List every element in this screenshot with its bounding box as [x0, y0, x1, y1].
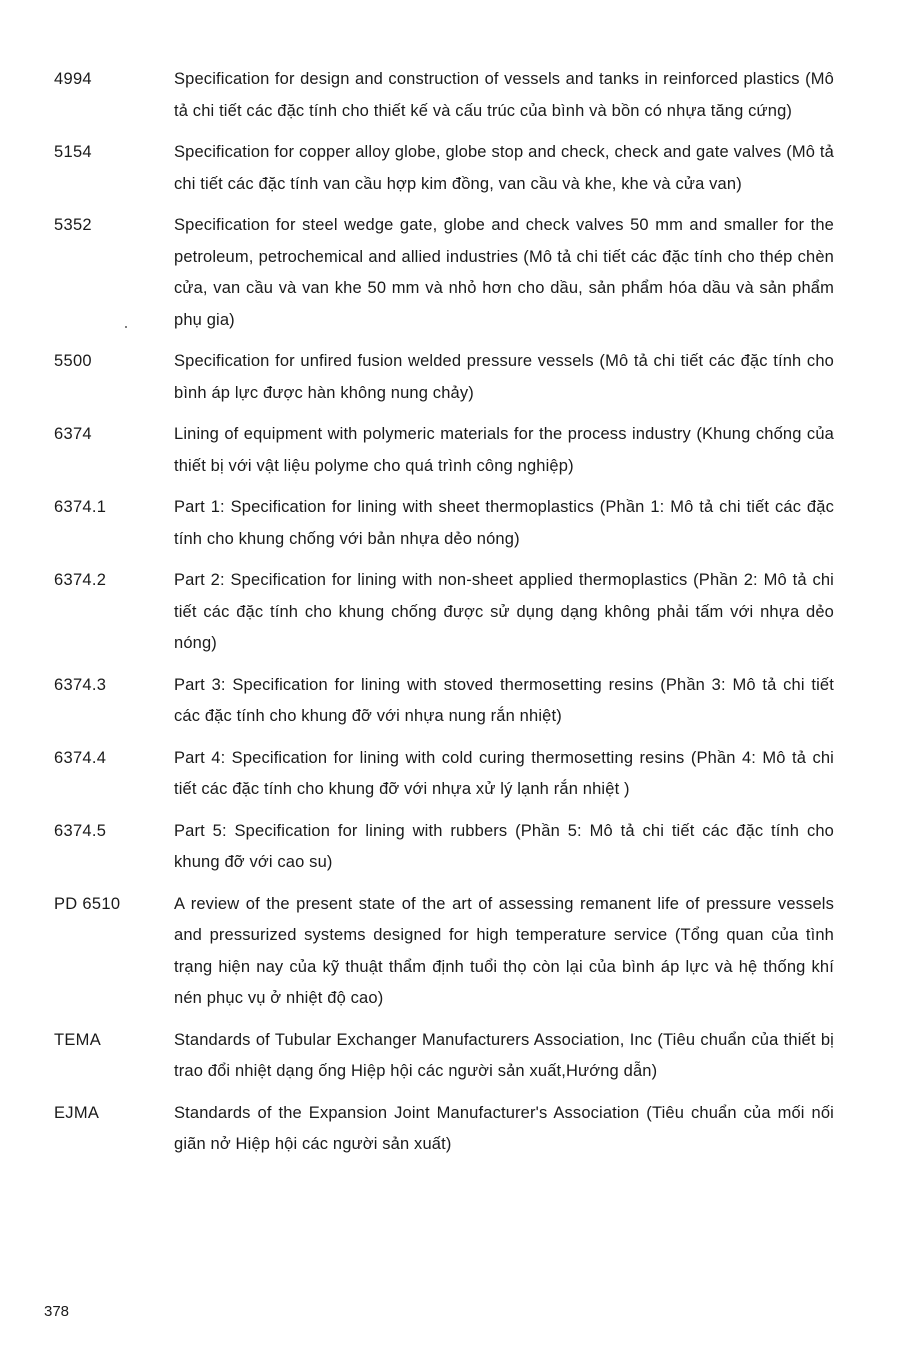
standard-code: 5500: [54, 352, 92, 370]
list-item: [54, 743, 834, 806]
standard-code: TEMA: [54, 1030, 102, 1049]
list-item: [54, 1025, 834, 1088]
list-item: [54, 816, 834, 879]
list-item: [54, 419, 834, 482]
standard-code: 6374.5: [54, 821, 107, 840]
standard-description: Part 3: Specification for lining with stoved thermosetting resins (Phần 3: Mô tả chi tiết các đặc tính cho khung đỡ với nhựa nung rắn nhiệt): [174, 675, 834, 725]
standard-description: Part 4: Specification for lining with cold curing thermosetting resins (Phần 4: Mô tả chi tiết các đặc tính cho khung đỡ với nhựa xử lý lạnh rắn nhiệt ): [174, 748, 834, 798]
list-item: [54, 889, 834, 1015]
standard-code: 6374: [54, 425, 92, 443]
standard-description: A review of the present state of the art of assessing remanent life of pressure vessels and pressurized systems designed for high temperature service (Tổng quan của tình trạng hiện nay của kỹ thuật thẩm định tuổi thọ còn lại của bình áp lực và hệ thống khí nén phục vụ ở nhiệt độ cao): [174, 894, 834, 1007]
standard-description: Specification for unfired fusion welded pressure vessels (Mô tả chi tiết các đặc tính cho bình áp lực được hàn không nung chảy): [174, 352, 834, 402]
standard-description: Part 1: Specification for lining with sheet thermoplastics (Phần 1: Mô tả chi tiết các đặc tính cho khung chống với bản nhựa dẻo nóng): [174, 498, 834, 548]
list-item: [54, 137, 834, 200]
list-item: [54, 565, 834, 660]
page-number: 378: [44, 1303, 70, 1320]
standard-code: 6374.3: [54, 675, 107, 694]
list-item: [54, 64, 834, 127]
list-item: [54, 492, 834, 555]
list-item: [54, 1098, 834, 1161]
standard-code: 5352: [54, 216, 92, 234]
list-item: [54, 346, 834, 409]
standard-code: PD 6510: [54, 894, 121, 913]
standard-description: Part 2: Specification for lining with non-sheet applied thermoplastics (Phần 2: Mô tả chi tiết các đặc tính cho khung chống được sử dụng dạng không phải tấm với nhựa dẻo nóng): [174, 571, 834, 652]
standard-description: Specification for steel wedge gate, globe and check valves 50 mm and smaller for the petroleum, petrochemical and allied industries (Mô tả chi tiết các đặc tính cho thép chèn cửa, van cầu và van khe 50 mm và nhỏ hơn cho dầu, sản phẩm hóa dầu và sản phẩm phụ gia): [174, 216, 834, 329]
list-item: [54, 670, 834, 733]
scan-speck: [125, 326, 127, 328]
list-item: [54, 210, 834, 336]
standard-code: 4994: [54, 70, 92, 88]
standard-description: Part 5: Specification for lining with rubbers (Phần 5: Mô tả chi tiết các đặc tính cho khung đỡ với cao su): [174, 821, 834, 871]
standard-description: Standards of Tubular Exchanger Manufacturers Association, Inc (Tiêu chuẩn của thiết bị trao đổi nhiệt dạng ống Hiệp hội các người sản xuất,Hướng dẫn): [174, 1030, 834, 1080]
standard-code: 6374.2: [54, 571, 107, 589]
standard-code: 5154: [54, 143, 92, 161]
standard-description: Specification for design and construction of vessels and tanks in reinforced plastics (Mô tả chi tiết các đặc tính cho thiết kế và cấu trúc của bình và bồn có nhựa tăng cứng): [174, 70, 834, 120]
standard-code: 6374.4: [54, 748, 107, 767]
standard-code: 6374.1: [54, 498, 107, 516]
standard-description: Standards of the Expansion Joint Manufacturer's Association (Tiêu chuẩn của mối nối giãn nở Hiệp hội các người sản xuất): [174, 1103, 834, 1153]
standard-description: Lining of equipment with polymeric materials for the process industry (Khung chống của thiết bị với vật liệu polyme cho quá trình công nghiệp): [174, 425, 834, 475]
standards-list: [54, 64, 834, 1171]
standard-code: EJMA: [54, 1103, 100, 1122]
standard-description: Specification for copper alloy globe, globe stop and check, check and gate valves (Mô tả chi tiết các đặc tính van cầu hợp kim đồng, van cầu và khe, khe và cửa van): [174, 143, 834, 193]
